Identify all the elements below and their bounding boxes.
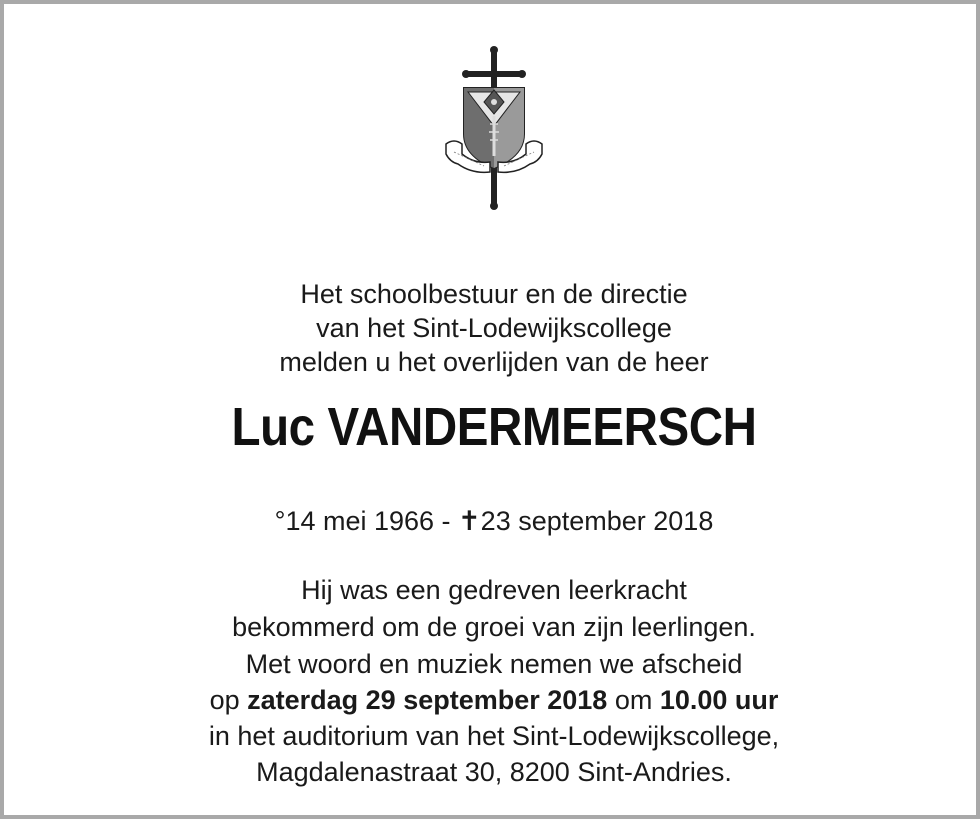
message-line-2: bekommerd om de groei van zijn leerlingen. <box>232 612 756 642</box>
ceremony-time: 10.00 uur <box>659 685 779 715</box>
coat-of-arms-icon <box>444 46 544 212</box>
message-line-6: Magdalenastraat 30, 8200 Sint-Andries. <box>256 757 732 787</box>
intro-line-1: Het schoolbestuur en de directie <box>300 279 688 309</box>
message-line-4 <box>4 683 980 718</box>
ceremony-date: zaterdag 29 september 2018 <box>247 685 608 715</box>
intro-line-3: melden u het overlijden van de heer <box>279 347 709 377</box>
ceremony-middle: om <box>607 685 660 715</box>
birth-death-dates: °14 mei 1966 - ✝23 september 2018 <box>274 506 714 536</box>
ceremony-prefix: op <box>209 685 248 715</box>
deceased-name: Luc VANDERMEERSCH <box>231 397 757 457</box>
message-line-1: Hij was een gedreven leerkracht <box>301 575 687 605</box>
message-line-3: Met woord en muziek nemen we afscheid <box>245 649 743 679</box>
message-line-5: in het auditorium van het Sint-Lodewijkscollege, <box>208 721 780 751</box>
intro-line-2: van het Sint-Lodewijkscollege <box>316 313 672 343</box>
